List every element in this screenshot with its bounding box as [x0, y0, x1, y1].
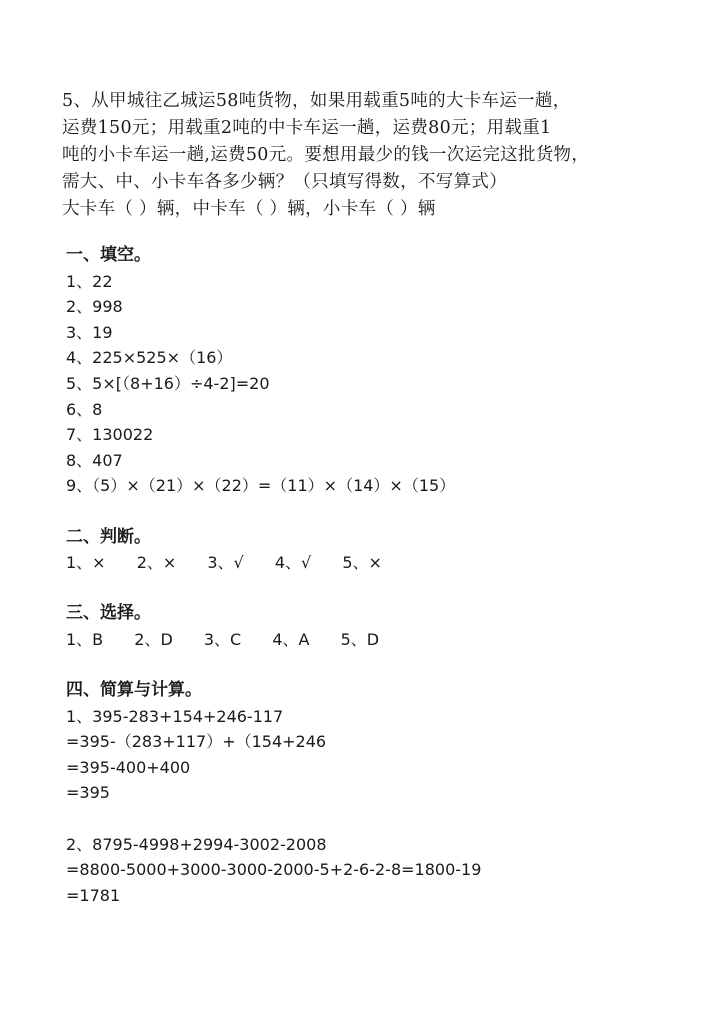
calc-line: =395 — [66, 783, 110, 803]
section-title: 四、简算与计算。 — [66, 680, 202, 701]
answer-key — [66, 243, 686, 908]
calc-line: =395-400+400 — [66, 757, 191, 777]
answer-item: 7、130022 — [66, 425, 154, 445]
answer-item: 2、998 — [66, 297, 123, 317]
answer-item: 1、22 — [66, 271, 113, 291]
answer-item: 1、× — [66, 553, 106, 573]
section-title: 三、选择。 — [66, 603, 151, 624]
answer-row — [66, 627, 686, 653]
answer-item: 5、5×[（8+16）÷4-2]=20 — [66, 373, 270, 393]
section-title: 二、判断。 — [66, 526, 151, 547]
answer-item: 4、A — [272, 629, 310, 649]
section-fill-blank — [66, 243, 686, 499]
answer-item: 2、D — [134, 629, 173, 649]
answer-item: 5、D — [340, 629, 380, 649]
answer-item: 5、× — [342, 553, 382, 573]
answer-item: 8、407 — [66, 450, 123, 470]
calc-line: =395-（283+117）+（154+246 — [66, 732, 327, 752]
answer-item: 6、8 — [66, 399, 103, 419]
section-choice — [66, 601, 686, 652]
calc-line: 1、395-283+154+246-117 — [66, 706, 284, 726]
problem-line: 运费150元；用载重2吨的中卡车运一趟，运费80元；用载重1 — [62, 118, 552, 138]
problem-line: 需大、中、小卡车各多少辆？（只填写得数，不写算式） — [62, 172, 507, 192]
problem-answer-blanks: 大卡车（ ）辆，中卡车（ ）辆，小卡车（ ）辆 — [62, 199, 436, 219]
answer-item: 3、19 — [66, 322, 113, 342]
answer-item: 2、× — [136, 553, 177, 573]
answer-item: 4、√ — [274, 553, 312, 573]
answer-item: 9、（5）×（21）×（22）=（11）×（14）×（15） — [66, 476, 456, 496]
answer-row — [66, 550, 686, 576]
answer-item: 1、B — [66, 629, 104, 649]
problem-line: 吨的小卡车运一趟,运费50元。要想用最少的钱一次运完这批货物， — [62, 145, 590, 165]
calc-line: 2、8795-4998+2994-3002-2008 — [66, 834, 327, 854]
problem-5 — [62, 88, 662, 223]
section-calculation — [66, 678, 686, 908]
calc-line: =8800-5000+3000-3000-2000-5+2-6-2-8=1800-19 — [66, 860, 482, 880]
problem-line: 5、从甲城往乙城运58吨货物，如果用载重5吨的大卡车运一趟， — [62, 91, 571, 111]
section-judge — [66, 525, 686, 576]
answer-item: 3、√ — [207, 553, 244, 573]
calc-line: =1781 — [66, 885, 121, 905]
answer-item: 3、C — [203, 629, 242, 649]
section-title: 一、填空。 — [66, 245, 151, 265]
answer-item: 4、225×525×（16） — [66, 348, 233, 368]
